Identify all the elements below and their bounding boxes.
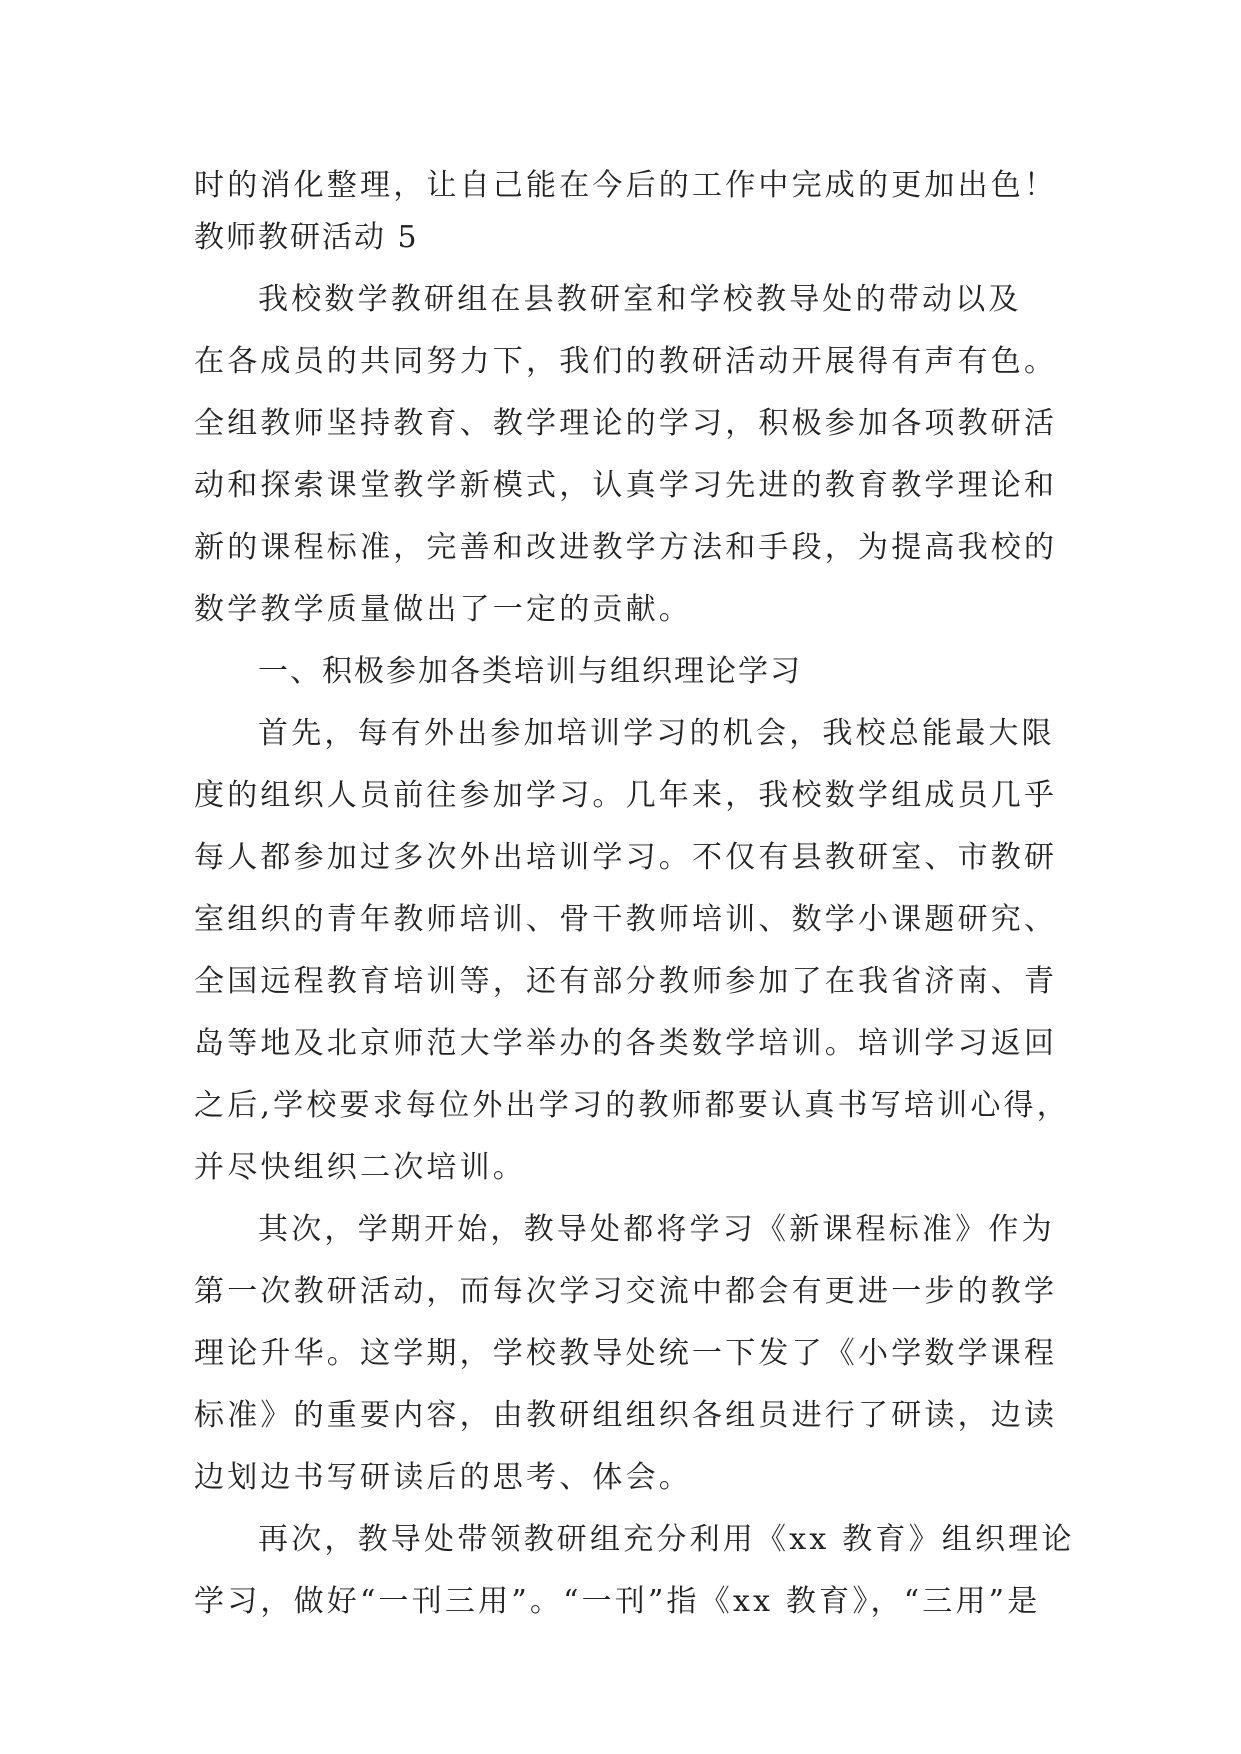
paragraph-line: 并尽快组织二次培训。 bbox=[194, 1150, 526, 1185]
paragraph-line: 数学教学质量做出了一定的贡献。 bbox=[194, 592, 692, 627]
text-line: 时的消化整理，让自己能在今后的工作中完成的更加出色！ bbox=[194, 168, 1058, 203]
paragraph-line: 在各成员的共同努力下，我们的教研活动开展得有声有色。 bbox=[194, 344, 1058, 379]
paragraph-line: 其次，学期开始，教导处都将学习《新课程标准》作为 bbox=[258, 1212, 1055, 1247]
paragraph-line: 度的组织人员前往参加学习。几年来，我校数学组成员几乎 bbox=[194, 778, 1058, 813]
paragraph-line: 每人都参加过多次外出培训学习。不仅有县教研室、市教研 bbox=[194, 840, 1058, 875]
paragraph-line: 边划边书写研读后的思考、体会。 bbox=[194, 1460, 692, 1495]
paragraph-line: 标准》的重要内容，由教研组组织各组员进行了研读，边读 bbox=[194, 1398, 1058, 1433]
paragraph-line: 再次，教导处带领教研组充分利用《xx 教育》组织理论 bbox=[258, 1522, 1075, 1557]
document-body bbox=[194, 160, 1075, 1628]
section-title: 教师教研活动 5 bbox=[194, 220, 419, 255]
paragraph-line: 动和探索课堂教学新模式，认真学习先进的教育教学理论和 bbox=[194, 468, 1058, 503]
paragraph-line: 岛等地及北京师范大学举办的各类数学培训。培训学习返回 bbox=[194, 1026, 1058, 1061]
paragraph-line: 首先，每有外出参加培训学习的机会，我校总能最大限 bbox=[258, 716, 1055, 751]
paragraph-line: 理论升华。这学期，学校教导处统一下发了《小学数学课程 bbox=[194, 1336, 1058, 1371]
subsection-heading: 一、积极参加各类培训与组织理论学习 bbox=[258, 654, 802, 689]
paragraph-line: 学习，做好“一刊三用”。“一刊”指《xx 教育》，“三用”是 bbox=[194, 1584, 1041, 1619]
paragraph-line: 全国远程教育培训等，还有部分教师参加了在我省济南、青 bbox=[194, 964, 1058, 999]
paragraph-line: 新的课程标准，完善和改进教学方法和手段，为提高我校的 bbox=[194, 530, 1058, 565]
paragraph-line: 之后,学校要求每位外出学习的教师都要认真书写培训心得， bbox=[194, 1088, 1070, 1123]
paragraph-line: 我校数学教研组在县教研室和学校教导处的带动以及 bbox=[258, 282, 1022, 317]
paragraph-line: 第一次教研活动，而每次学习交流中都会有更进一步的教学 bbox=[194, 1274, 1058, 1309]
paragraph-line: 室组织的青年教师培训、骨干教师培训、数学小课题研究、 bbox=[194, 902, 1058, 937]
paragraph-line: 全组教师坚持教育、教学理论的学习，积极参加各项教研活 bbox=[194, 406, 1058, 441]
